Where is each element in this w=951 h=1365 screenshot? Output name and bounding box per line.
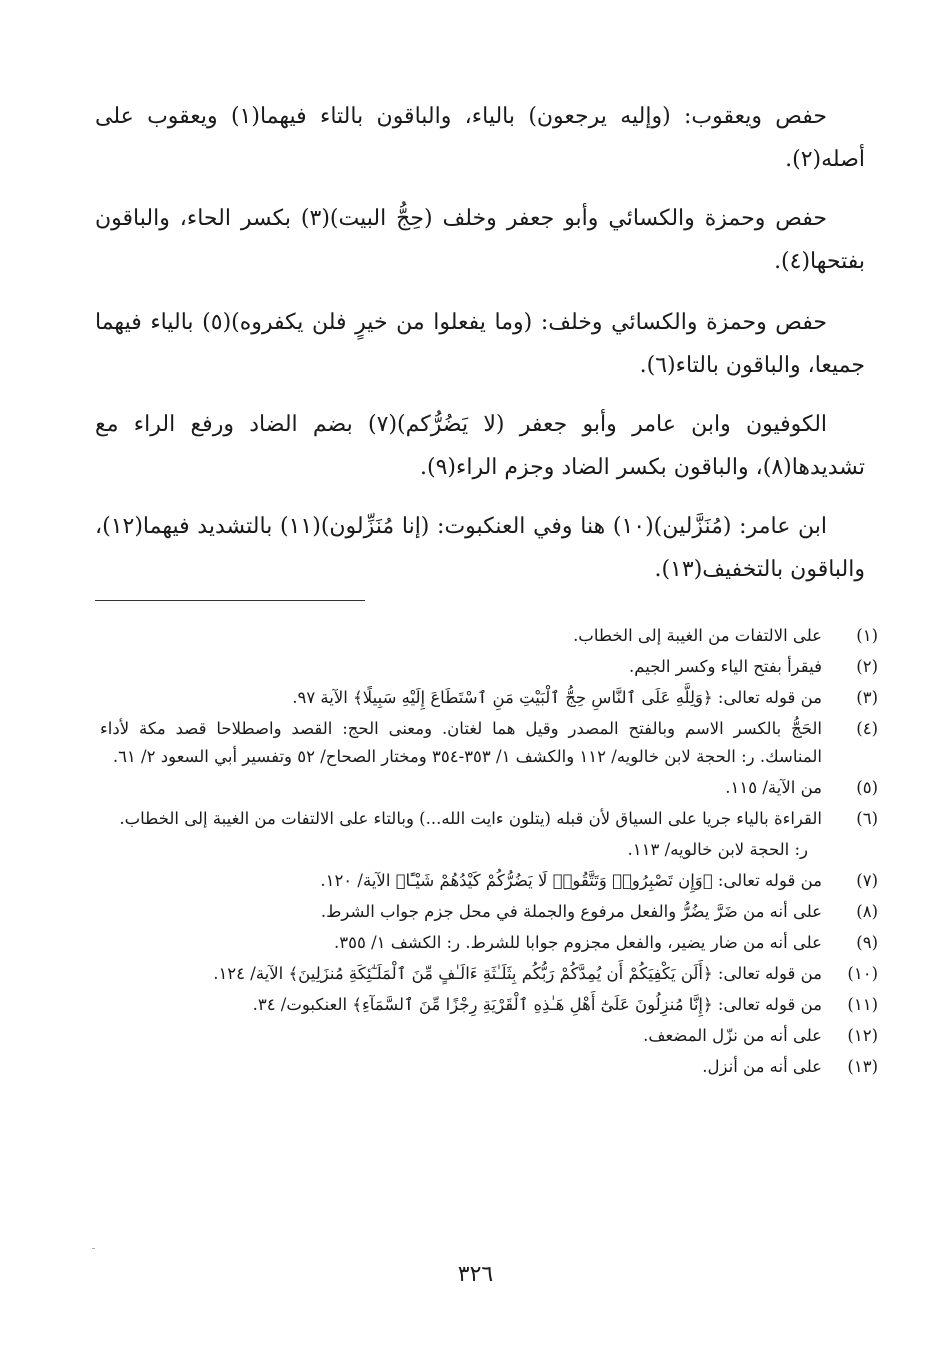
footnote-text: على أنه من ضار يضير، والفعل مجزوم جوابا للشرط. ر: الكشف ١/ ٣٥٥. [334, 933, 822, 952]
page-number: ٣٢٦ [457, 1262, 494, 1287]
footnote-text: القراءة بالياء جريا على السياق لأن قبله (يتلون ءايت الله...) وبالتاء على الالتفات من الغيبة إلى الخطاب. [119, 809, 822, 828]
footnote-2 [100, 653, 880, 681]
footnote-number [822, 836, 880, 864]
footnote-number: (١٢) [847, 1026, 878, 1045]
footnote-text: من قوله تعالى: ﴿أَلَن يَكْفِيَكُمْ أَن يُمِدَّكُمْ رَبُّكُم بِثَلَـٰثَةِ ءَالَـٰفٍ مِّنَ ٱلْمَلَـٰٓئِكَةِ مُنزَلِينَ﴾ الآية/ ١٢٤. [213, 964, 822, 983]
footnote-10 [100, 960, 880, 988]
footnote-text: فيقرأ بفتح الياء وكسر الجيم. [629, 657, 822, 676]
footnote-11 [100, 991, 880, 1019]
scan-speck [92, 1248, 95, 1249]
footnote-number: (١١) [847, 995, 878, 1014]
footnote-number: (٧) [856, 871, 878, 890]
footnote-text: الحَجُّ بالكسر الاسم وبالفتح المصدر وقيل هما لغتان. ومعنى الحج: القصد واصطلاحا قصد مكة لأداء المناسك. ر: الحجة لابن خالويه/ ١١٢ والكشف ١/ ٣٥٣-٣٥٤ ومختار الصحاح/ ٥٢ وتفسير أبي السعود ٢/ ٦١. [100, 719, 822, 766]
footnote-number: (٨) [856, 902, 878, 921]
footnote-6-reference [100, 836, 880, 864]
footnote-3 [100, 684, 880, 712]
footnote-text: من قوله تعالى: ﴿إِنَّا مُنزِلُونَ عَلَىٰٓ أَهْلِ هَـٰذِهِ ٱلْقَرْيَةِ رِجْزًا مِّنَ ٱلسَّمَآءِ﴾ العنكبوت/ ٣٤. [252, 995, 822, 1014]
footnote-6 [100, 805, 880, 833]
footnote-9 [100, 929, 880, 957]
footnote-text: من قوله تعالى: ﴿وَلِلَّهِ عَلَى ٱلنَّاسِ حِجُّ ٱلْبَيْتِ مَنِ ٱسْتَطَاعَ إِلَيْهِ سَبِيلًا﴾ الآية ٩٧. [292, 688, 822, 707]
footnote-number: (٣) [856, 688, 878, 707]
footnote-13 [100, 1053, 880, 1081]
footnote-number: (٦) [856, 809, 878, 828]
footnote-text: على أنه من أنزل. [702, 1057, 822, 1076]
paragraph-1: حفص ويعقوب: (وإليه يرجعون) بالياء، والباقون بالتاء فيهما(١) ويعقوب على أصله(٢). [95, 104, 865, 172]
footnote-separator [95, 600, 365, 601]
footnote-number: (٢) [856, 657, 878, 676]
paragraph-2: حفص وحمزة والكسائي وأبو جعفر وخلف (حِجُّ البيت)(٣) بكسر الحاء، والباقون بفتحها(٤). [95, 206, 865, 274]
footnote-text: ر: الحجة لابن خالويه/ ١١٣. [627, 840, 808, 859]
footnote-text: من قوله تعالى: ﴿وَإِن تَصْبِرُوا۟ وَتَتَّقُوا۟ لَا يَضُرُّكُمْ كَيْدُهُمْ شَيْـًٔا﴾ الآية/ ١٢٠. [320, 871, 822, 890]
footnote-1 [100, 622, 880, 650]
footnote-number: (٤) [856, 719, 878, 738]
footnote-12 [100, 1022, 880, 1050]
footnote-number: (١) [856, 626, 878, 645]
footnote-text: على أنه من ضَرَّ يضُرُّ والفعل مرفوع والجملة في محل جزم جواب الشرط. [320, 902, 822, 921]
main-text [95, 95, 865, 607]
paragraph-4: الكوفيون وابن عامر وأبو جعفر (لا يَضُرُّكم)(٧) بضم الضاد ورفع الراء مع تشديدها(٨)، والباقون بكسر الضاد وجزم الراء(٩). [95, 412, 865, 480]
footnote-number: (٥) [856, 778, 878, 797]
footnotes [100, 622, 880, 1084]
paragraph-3: حفص وحمزة والكسائي وخلف: (وما يفعلوا من خيرٍ فلن يكفروه)(٥) بالياء فيهما جميعا، والباقون بالتاء(٦). [95, 310, 865, 378]
footnote-number: (١٣) [847, 1057, 878, 1076]
footnote-7 [100, 867, 880, 895]
footnote-text: على أنه من نزّل المضعف. [643, 1026, 822, 1045]
footnote-text: من الآية/ ١١٥. [725, 778, 822, 797]
footnote-5 [100, 774, 880, 802]
footnote-4 [100, 715, 880, 771]
footnote-number: (٩) [856, 933, 878, 952]
footnote-number: (١٠) [847, 964, 878, 983]
footnote-8 [100, 898, 880, 926]
footnote-text: على الالتفات من الغيبة إلى الخطاب. [573, 626, 822, 645]
paragraph-5: ابن عامر: (مُنَزَّلين)(١٠) هنا وفي العنكبوت: (إنا مُنَزِّلون)(١١) بالتشديد فيهما(١٢)، والباقون بالتخفيف(١٣). [95, 514, 865, 582]
